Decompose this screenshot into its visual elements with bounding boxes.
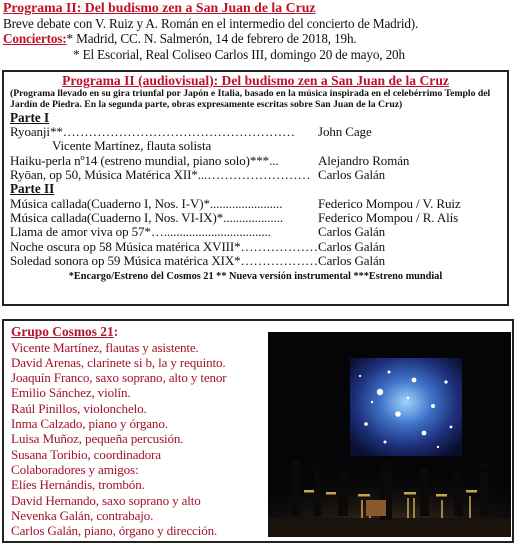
debate-line: Breve debate con V. Ruiz y A. Román en el intermedio del concierto de Madrid). — [3, 15, 419, 31]
header-section — [3, 0, 513, 62]
part-2-heading: Parte II — [10, 181, 55, 197]
work-title: Soledad sonora op 59 Música matérica XIX*……………… — [10, 254, 318, 269]
composer: Carlos Galán — [318, 253, 386, 269]
composer: Alejandro Román — [318, 152, 410, 168]
composer: Federico Mompou / R. Alís — [318, 210, 459, 226]
group-name: Grupo Cosmos 21 — [11, 324, 114, 339]
group-title — [11, 325, 273, 340]
member-item: Colaboradores y amigos: — [11, 461, 139, 477]
member-item: Joaquín Franco, saxo soprano, alto y tenor — [11, 370, 227, 386]
program-footnote: *Encargo/Estreno del Cosmos 21 ** Nueva versión instrumental ***Estreno mundial — [68, 270, 443, 282]
work-title: Noche oscura op 58 Música matérica XVIII*……………… — [10, 239, 318, 254]
member-item: Carlos Galán, piano, órgano y dirección. — [11, 523, 218, 539]
program-row — [10, 168, 501, 182]
concert-escorial: * El Escorial, Real Coliseo Carlos III, domingo 20 de mayo, 20h — [73, 46, 405, 62]
composer: John Cage — [318, 123, 372, 139]
part-1-heading: Parte I — [10, 109, 50, 125]
work-title: Ryoanji**……………………………………………… — [10, 124, 295, 139]
work-title: Música callada(Cuaderno I, Nos. I-V)*....................... — [10, 196, 283, 211]
program-row — [10, 125, 501, 139]
header-title: Programa II: Del budismo zen a San Juan de la Cruz — [3, 0, 316, 15]
program-description: (Programa llevado en su gira triunfal por Japón e Italia, basado en la música inspirada en el celebérrimo Templo del Jardín de Piedra. En la segunda parte, obras expresamente escritas sobre San Juan de la Cruz) — [10, 88, 491, 110]
composer: Carlos Galán — [318, 167, 386, 183]
work-title: Haiku-perla nº14 (estreno mundial, piano solo)***... — [10, 153, 279, 168]
program-row — [10, 197, 501, 211]
work-title: Vicente Martínez, flauta solista — [52, 139, 212, 154]
program-row — [10, 240, 501, 254]
member-item: Raúl Pinillos, violonchelo. — [11, 400, 147, 416]
member-item: Emilio Sánchez, violín. — [11, 385, 131, 401]
member-item: Vicente Martínez, flautas y asistente. — [11, 339, 199, 355]
member-item: Elíes Hernándis, trombón. — [11, 477, 145, 493]
program-title: Programa II (audiovisual): Del budismo zen a San Juan de la Cruz — [62, 73, 449, 88]
program-row — [10, 139, 501, 153]
composer: Carlos Galán — [318, 238, 386, 254]
member-item: David Arenas, clarinete si b, la y requinto. — [11, 354, 226, 370]
member-item: Inma Calzado, piano y órgano. — [11, 416, 168, 432]
group-box — [2, 319, 514, 543]
program-box — [2, 70, 509, 306]
work-title: Música callada(Cuaderno I, Nos. VI-IX)*................... — [10, 211, 284, 226]
member-item: Luisa Muñoz, pequeña percusión. — [11, 431, 184, 447]
composer: Federico Mompou / V. Ruiz — [318, 195, 461, 211]
member-list — [11, 325, 273, 538]
concert-madrid: * Madrid, CC. N. Salmerón, 14 de febrero de 2018, 19h. — [66, 31, 357, 46]
member-item: Susana Toribio, coordinadora — [11, 446, 161, 462]
conciertos-line-1 — [3, 31, 513, 47]
program-row — [10, 254, 501, 268]
concert-photo — [268, 332, 511, 537]
conciertos-label: Conciertos: — [3, 31, 67, 46]
concert-photo-illustration — [268, 332, 511, 537]
work-title: Ryōan, op 50, Música Matérica XII*...…………………… — [10, 168, 311, 183]
program-row — [10, 225, 501, 239]
work-title: Llama de amor viva op 57*….................................. — [10, 225, 271, 240]
program-row — [10, 211, 501, 225]
program-row — [10, 154, 501, 168]
member-item: Nevenka Galán, contrabajo. — [11, 507, 154, 523]
composer: Carlos Galán — [318, 224, 386, 240]
group-title-colon: : — [113, 324, 119, 339]
member-item: David Hernando, saxo soprano y alto — [11, 492, 201, 508]
